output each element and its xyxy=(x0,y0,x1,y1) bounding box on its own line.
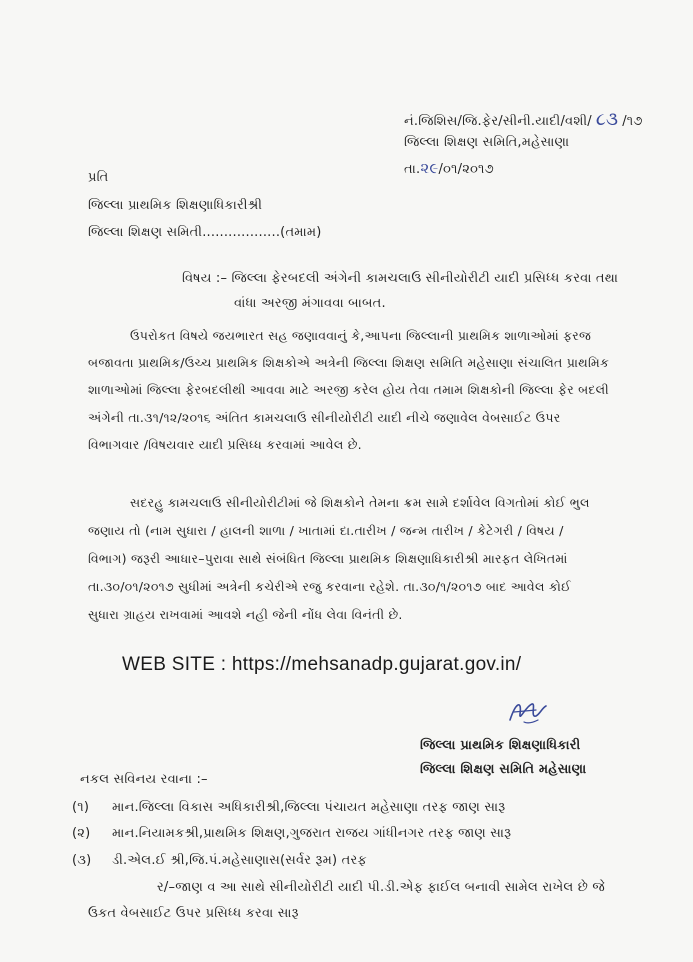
recipient-officer: જિલ્લા પ્રાથમિક શિક્ષણાધિકારીશ્રી xyxy=(88,198,263,213)
recipient-prati: પ્રતિ xyxy=(88,170,109,185)
paragraph1-line: શાળાઓમાં જિલ્લા ફેરબદલીથી આવવા માટે અરજી કરેલ હોય તેવા તમામ શિક્ષકોની જિલ્લા ફેર બદલી xyxy=(88,382,609,397)
paragraph2-line: સદરહુ કામચલાઉ સીનીયોરીટીમાં જે શિક્ષકોને તેમના ક્રમ સામે દર્શાવેલ વિગતોમાં કોઈ ભુલ xyxy=(130,495,590,510)
paragraph2-line: વિભાગ) જરૂરી આધાર–પુરાવા સાથે સંબંધિત જિલ્લા પ્રાથમિક શિક્ષણાધિકારીશ્રી મારફત લેખિતમાં xyxy=(88,551,568,566)
reference-date-handwritten: ૨૯ xyxy=(420,159,439,177)
reference-number-handwritten: ૮૩ xyxy=(595,109,619,130)
copy-item-text: માન.નિયામકશ્રી,પ્રાથમિક શિક્ષણ,ગુજરાત રાજય ગાંધીનગર તરફ જાણ સારૂ xyxy=(112,826,512,841)
paragraph1-line: અંગેની તા.૩૧/૧૨/૨૦૧૬ અંતિત કામચલાઉ સીનીયોરીટી યાદી નીચે જણાવેલ વેબસાઈટ ઉપર xyxy=(88,410,561,425)
copy-item xyxy=(72,800,505,816)
website-link[interactable]: WEB SITE : https://mehsanadp.gujarat.gov.in/ xyxy=(122,654,522,675)
paragraph2-line: તા.૩૦/૦૧/૨૦૧૭ સુધીમાં અત્રેની કચેરીએ રજુ કરવાના રહેશે. તા.૩૦/૧/૨૦૧૭ બાદ આવેલ કોઈ xyxy=(88,579,572,594)
reference-date xyxy=(404,160,494,178)
reference-number xyxy=(404,109,643,130)
copy-note-line-2: ઉકત વેબસાઈટ ઉપર પ્રસિધ્ધ કરવા સારૂ xyxy=(88,906,299,921)
copy-note-line-1: ર/–જાણ વ આ સાથે સીનીયોરીટી યાદી પી.ડી.એફ ફાઈલ બનાવી સામેલ રાખેલ છે જે xyxy=(157,880,605,895)
paragraph1-line: બજાવતા પ્રાથમિક/ઉચ્ચ પ્રાથમિક શિક્ષકોએ અત્રેની જિલ્લા શિક્ષણ સમિતિ મહેસાણા સંચાલિત પ્રાથમિક xyxy=(88,355,610,370)
copy-item-text: માન.જિલ્લા વિકાસ અધિકારીશ્રી,જિલ્લા પંચાયત મહેસાણા તરફ જાણ સારૂ xyxy=(112,800,506,815)
copy-item-number: (૨) xyxy=(72,826,91,841)
signature-mark xyxy=(506,696,550,728)
recipient-committee: જિલ્લા શિક્ષણ સમિતી..................(તમામ) xyxy=(88,225,322,240)
copy-heading: નકલ સવિનય રવાના :– xyxy=(80,772,208,787)
reference-date-prefix: તા. xyxy=(404,162,421,177)
copy-item xyxy=(72,853,367,869)
copy-item-text: ડી.એલ.ઈ શ્રી,જિ.પં.મહેસાણાસ(સર્વર રૂમ) તરફ xyxy=(112,853,367,868)
subject-line-1: વિષય :– જિલ્લા ફેરબદલી અંગેની કામચલાઉ સીનીયોરીટી યાદી પ્રસિધ્ધ કરવા તથા xyxy=(182,271,619,286)
copy-item-number: (૩) xyxy=(72,853,92,868)
paragraph2-line: સુધારા ગ્રાહય રાખવામાં આવશે નહી જેની નોંધ લેવા વિનંતી છે. xyxy=(88,607,403,622)
copy-item xyxy=(72,826,511,842)
paragraph1-line: ઉપરોકત વિષયે જયભારત સહ જણાવવાનું કે,આપના જિલ્લાની પ્રાથમિક શાળાઓમાં ફરજ xyxy=(130,328,592,343)
paragraph2-line: જણાય તો (નામ સુધારા / હાલની શાળા / ખાતામાં દા.તારીખ / જન્મ તારીખ / કેટેગરી / વિષય / xyxy=(88,523,564,538)
signatory-title: જિલ્લા પ્રાથમિક શિક્ષણાધિકારી xyxy=(420,738,581,753)
signatory-office: જિલ્લા શિક્ષણ સમિતિ મહેસાણા xyxy=(420,762,587,777)
paragraph1-line: વિભાગવાર /વિષયવાર યાદી પ્રસિધ્ધ કરવામાં આવેલ છે. xyxy=(88,437,362,452)
reference-number-prefix: નં.જિશિસ/જિ.ફેર/સીની.યાદી/વશી/ xyxy=(404,114,592,129)
copy-item-number: (૧) xyxy=(72,800,90,815)
reference-number-suffix: /૧૭ xyxy=(622,114,643,129)
reference-office: જિલ્લા શિક્ષણ સમિતિ,મહેસાણા xyxy=(404,135,570,150)
reference-date-suffix: /૦૧/૨૦૧૭ xyxy=(438,162,494,177)
subject-line-2: વાંધા અરજી મંગાવવા બાબત. xyxy=(234,296,386,311)
